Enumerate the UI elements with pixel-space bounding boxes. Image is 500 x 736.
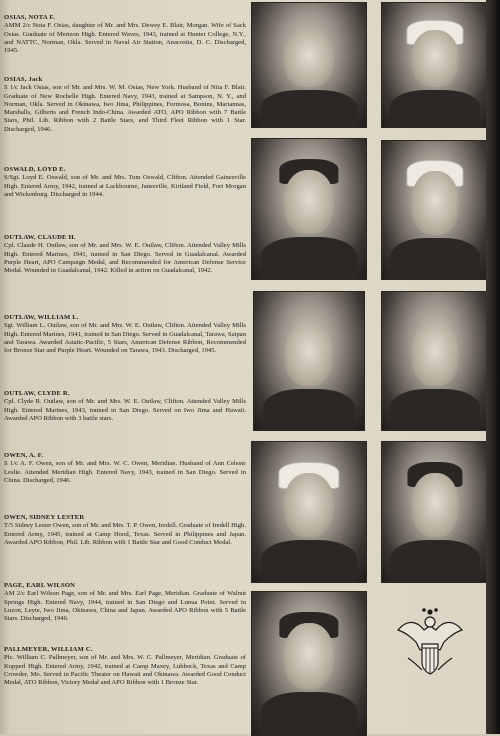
entry-text: AMM 2/c Nota F. Osias, daughter of Mr. and Mrs. Dewey E. Blair, Morgan. Wife of Sack Osias. Graduate of Mertzon High. Entered Waves, 1943, trained at Hunter College, N.Y., and NATTC, Norman, Okla. Served in Naval Air Station, Anacostia, D. C. Discharged, 1945. [4,22,246,55]
entry-owen-sidney [4,514,246,547]
entry-text: S 1/c Jack Osias, son of Mr. and Mrs. W. M. Osias, New York. Husband of Nita F. Blair. Graduate of New Rochelle High. Entered Navy, 1943, trained at Sampson, N. Y., and Norman, Okla. Served in Okinawa, Iwo Jima, Philippines, Formosa, Bonins, Mariannas, Marshalls, Gilberts and French Indo-China. Awarded ATO, APO Ribbon with 7 Battle Stars, Phil. Lib. Ribbon with 2 Battle Stars, and Third Fleet Ribbon with 1 Star. Discharged, 1946. [4,84,246,133]
entry-page-earl [4,582,246,623]
portrait-photo [381,441,489,583]
entry-text: Pfc. William C. Pallmeyer, son of Mr. and Mrs. W. C. Pallmeyer, Meridian. Graduate of Kopperl High. Entered Army, 1942, trained at Camp Maxey, Lubbock, Texas and Camp Crowder, Mo. Served in Pacific Theater on Hawaii and Okinawa. Awarded Good Conduct Medal, ATO Ribbon, Victory Medal and APO Ribbon with 1 Bronze Star. [4,654,246,687]
portrait-photo [251,441,367,583]
entry-name: OWEN, SIDNEY LESTER [4,514,85,521]
portrait-photo [381,291,489,431]
entry-name: OUTLAW, CLAUDE H. [4,234,76,241]
entry-name: OSWALD, LOYD E. [4,166,66,173]
entry-text: Sgt. William L. Outlaw, son of Mr. and Mrs. W. E. Outlaw, Clifton. Attended Valley Mills High. Entered Marines, 1941, trained in San Diego. Served in Guadalcanal, Tarawa, Saipan and Tarawa. Awarded Asiatic-Pacific, 5 Stars, American Defense Ribbon, Recommended for Bronze Star and Purple Heart. Wounded on Tarawa, 1943. Discharged, 1945. [4,322,246,355]
eagle-emblem-icon [388,600,472,684]
entry-outlaw-clyde [4,390,246,423]
entry-text: Cpl. Clyde R. Outlaw, son of Mr. and Mrs. W. E. Outlaw, Clifton. Attended Valley Mills High. Entered Marines, 1943, trained in San Diego. Served on Iwo Jima and Hawaii. Awarded APO Ribbon with 3 battle stars. [4,398,246,422]
entry-text: S 1/c A. F. Owen, son of Mr. and Mrs. W. C. Owen, Meridian. Husband of Ann Celeste Leslie. Attended Meridian High. Entered Navy, 1943, trained in San Diego. Served in China. Discharged, 1946. [4,460,246,484]
entry-name: PAGE, EARL WILSON [4,582,76,589]
portrait-photo [381,140,489,280]
entry-outlaw-claude [4,234,246,275]
entry-text: AM 2/c Earl Wilson Page, son of Mr. and Mrs. Earl Page, Meridian. Graduate of Walnut Springs High. Entered Navy, 1944, trained in San Diego and Lunua Point. Served in Luzon, Leyte, Iwo Jima, Okinawa, China and Japan. Awarded APO Ribbon with 5 Battle Stars. Discharged, 1946. [4,590,246,623]
entry-oswald-loyd [4,166,246,199]
portrait-photo [381,2,489,128]
entry-name: PALLMEYER, WILLIAM C. [4,646,93,653]
portrait-photo [253,291,365,431]
entry-name: OUTLAW, CLYDE R. [4,390,70,397]
entry-name: OUTLAW, WILLIAM L. [4,314,79,321]
entry-owen-af [4,452,246,485]
entry-osias-jack [4,76,246,134]
portrait-photo [251,591,367,736]
entry-pallmeyer-william [4,646,246,687]
entry-outlaw-william [4,314,246,355]
book-spine-shadow [486,0,500,734]
entry-text: S/Sgt. Loyd E. Oswald, son of Mr. and Mrs. Tom Oswald, Clifton. Attended Gainesville High. Entered Army, 1942, trained at Lackbourne, Janesville, Kirtland Field, Fort Morgan and Wickenburg. Discharged in 1944. [4,174,246,198]
entry-osias-nota [4,14,246,55]
entry-name: OSIAS, NOTA F. [4,14,55,21]
entry-name: OSIAS, Jack [4,76,43,83]
entry-text: Cpl. Claude H. Outlaw, son of Mr. and Mrs. W. E. Outlaw, Clifton. Attended Valley Mills High. Entered Marines, 1941, trained in San Diego. Served in Guadalcanal. Awarded Purple Heart, APO Campaign Medal, and Recommended for American Defense Service Medal. Wounded in Guadalcanal, 1942. Killed in action on Guadalcanal, 1942. [4,242,246,275]
portrait-photo [251,2,367,128]
entry-text: T/5 Sidney Lester Owen, son of Mr. and Mrs. T. P. Owen, Iredell. Graduate of Iredell High. Entered Army, 1945, trained at Camp Hood, Texas. Served in Philippines and Japan. Awarded APO Ribbon, Phil. Lib. Ribbon with 1 Battle Star and Good Conduct Medal. [4,522,246,546]
entry-name: OWEN, A. F. [4,452,44,459]
portrait-photo [251,138,367,280]
